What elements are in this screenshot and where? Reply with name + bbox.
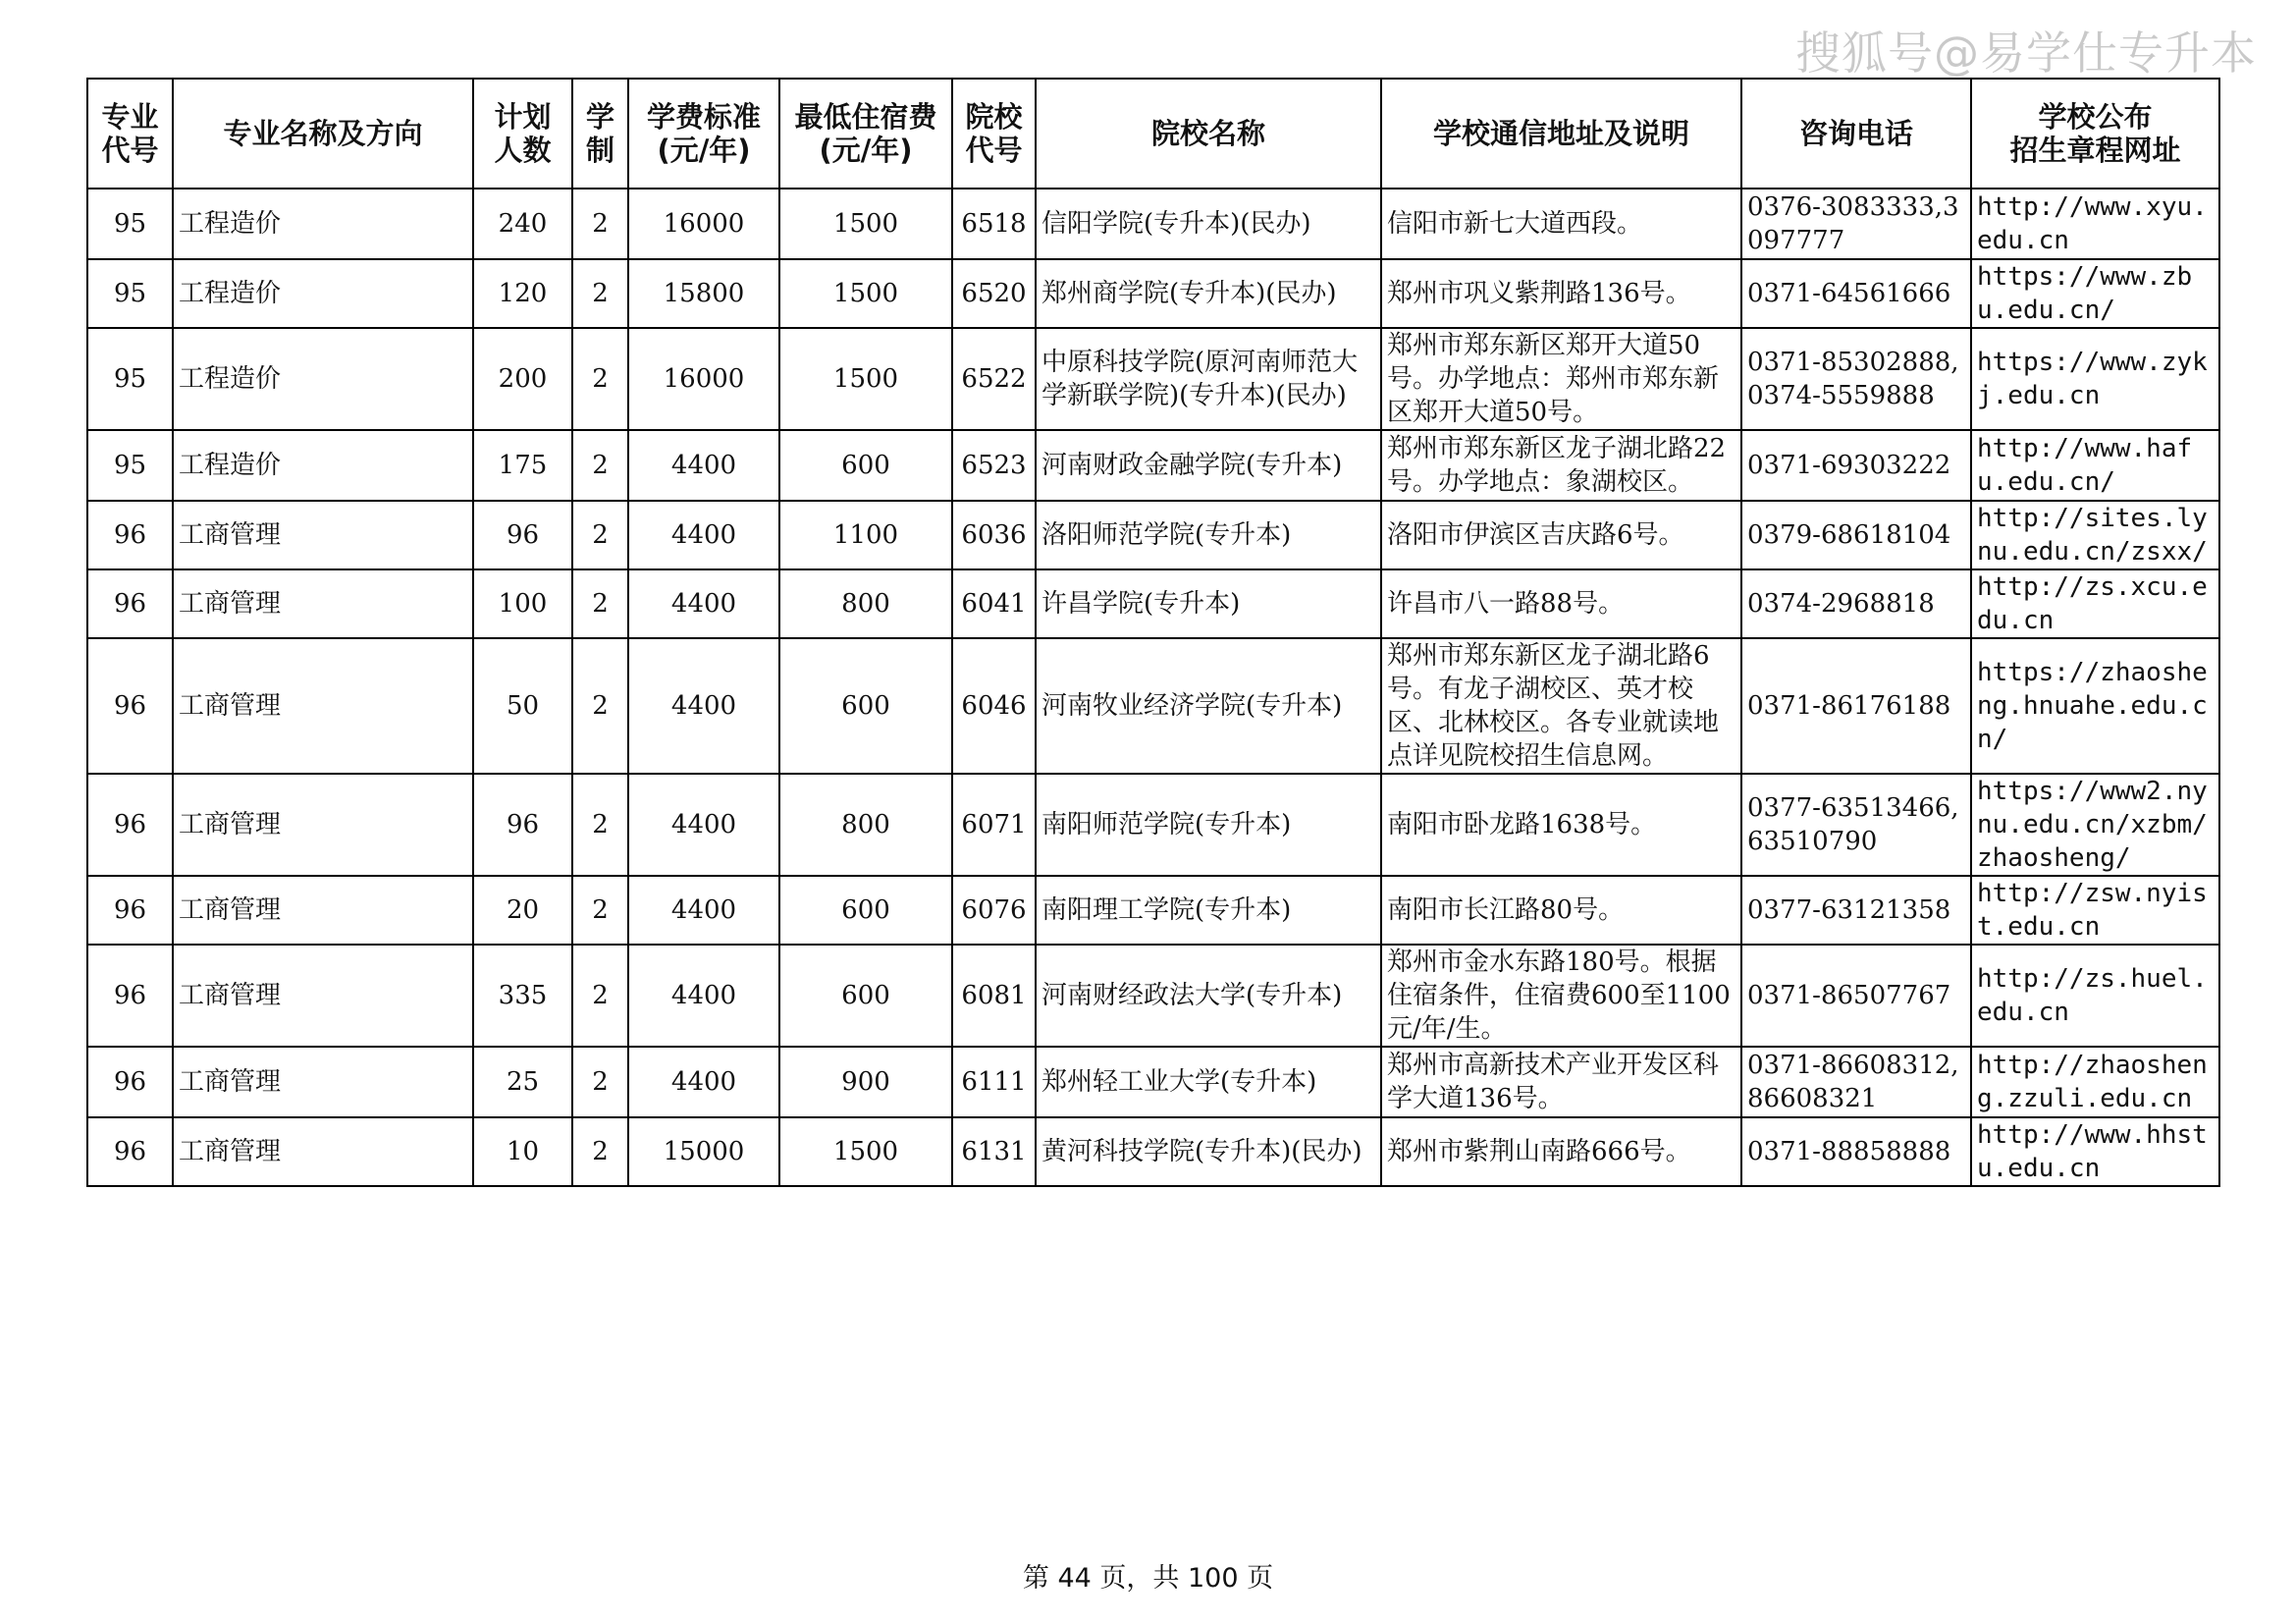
header-label: 计划 人数 (494, 100, 552, 167)
table-row (87, 1117, 2219, 1186)
dorm-fee-cell: 1500 (779, 259, 952, 328)
phone-cell: 0371-88858888 (1741, 1117, 1971, 1186)
tuition-cell: 16000 (628, 189, 779, 259)
years-cell: 2 (572, 259, 628, 328)
plan-count-cell: 50 (473, 638, 572, 774)
col-url-header (1971, 79, 2219, 189)
major-name-cell: 工商管理 (173, 1117, 473, 1186)
table-row (87, 945, 2219, 1047)
years-cell: 2 (572, 501, 628, 569)
tuition-cell: 4400 (628, 876, 779, 945)
plan-count-cell: 240 (473, 189, 572, 259)
url-cell[interactable]: https://zhaosheng.hnuahe.edu.cn/ (1971, 638, 2219, 774)
header-label: 院校 代号 (965, 100, 1023, 167)
school-name-cell: 中原科技学院(原河南师范大学新联学院)(专升本)(民办) (1036, 328, 1381, 430)
years-cell: 2 (572, 876, 628, 945)
years-cell: 2 (572, 328, 628, 430)
major-code-cell: 96 (87, 945, 173, 1047)
major-name-cell: 工程造价 (173, 189, 473, 259)
header-label: 专业 代号 (101, 100, 159, 167)
address-cell: 许昌市八一路88号。 (1381, 569, 1741, 638)
phone-cell: 0371-64561666 (1741, 259, 1971, 328)
url-cell[interactable]: http://www.hafu.edu.cn/ (1971, 430, 2219, 501)
years-cell: 2 (572, 1047, 628, 1117)
major-name-cell: 工商管理 (173, 774, 473, 876)
plan-count-cell: 200 (473, 328, 572, 430)
tuition-cell: 4400 (628, 501, 779, 569)
table-row (87, 501, 2219, 569)
major-name-cell: 工程造价 (173, 328, 473, 430)
dorm-fee-cell: 1500 (779, 189, 952, 259)
table-row (87, 189, 2219, 259)
url-cell[interactable]: https://www2.nynu.edu.cn/xzbm/zhaosheng/ (1971, 774, 2219, 876)
school-code-cell: 6522 (952, 328, 1036, 430)
school-name-cell: 许昌学院(专升本) (1036, 569, 1381, 638)
address-cell: 南阳市长江路80号。 (1381, 876, 1741, 945)
dorm-fee-cell: 800 (779, 569, 952, 638)
col-school-name-header (1036, 79, 1381, 189)
school-name-cell: 河南财经政法大学(专升本) (1036, 945, 1381, 1047)
dorm-fee-cell: 600 (779, 430, 952, 501)
url-cell[interactable]: http://zsw.nyist.edu.cn (1971, 876, 2219, 945)
school-name-cell: 郑州商学院(专升本)(民办) (1036, 259, 1381, 328)
phone-cell: 0377-63513466,63510790 (1741, 774, 1971, 876)
dorm-fee-cell: 800 (779, 774, 952, 876)
years-cell: 2 (572, 430, 628, 501)
dorm-fee-cell: 900 (779, 1047, 952, 1117)
header-label: 最低住宿费 (元/年) (794, 100, 937, 167)
watermark: 搜狐号@易学仕专升本 (1795, 27, 2257, 80)
address-cell: 郑州市郑东新区龙子湖北路22号。办学地点：象湖校区。 (1381, 430, 1741, 501)
years-cell: 2 (572, 189, 628, 259)
school-code-cell: 6071 (952, 774, 1036, 876)
school-name-cell: 南阳师范学院(专升本) (1036, 774, 1381, 876)
plan-count-cell: 10 (473, 1117, 572, 1186)
url-cell[interactable]: http://zs.huel.edu.cn (1971, 945, 2219, 1047)
school-code-cell: 6036 (952, 501, 1036, 569)
plan-count-cell: 96 (473, 501, 572, 569)
school-code-cell: 6518 (952, 189, 1036, 259)
table-row (87, 259, 2219, 328)
url-cell[interactable]: http://www.hhstu.edu.cn (1971, 1117, 2219, 1186)
table-row (87, 328, 2219, 430)
school-name-cell: 郑州轻工业大学(专升本) (1036, 1047, 1381, 1117)
plan-count-cell: 25 (473, 1047, 572, 1117)
phone-cell: 0371-86608312,86608321 (1741, 1047, 1971, 1117)
address-cell: 郑州市紫荆山南路666号。 (1381, 1117, 1741, 1186)
tuition-cell: 15800 (628, 259, 779, 328)
phone-cell: 0371-69303222 (1741, 430, 1971, 501)
major-code-cell: 96 (87, 774, 173, 876)
header-label: 专业名称及方向 (223, 117, 423, 150)
page-number-footer: 第 44 页，共 100 页 (1022, 1563, 1274, 1594)
school-name-cell: 南阳理工学院(专升本) (1036, 876, 1381, 945)
phone-cell: 0371-85302888,0374-5559888 (1741, 328, 1971, 430)
col-plan-count-header (473, 79, 572, 189)
tuition-cell: 4400 (628, 774, 779, 876)
phone-cell: 0374-2968818 (1741, 569, 1971, 638)
header-label: 咨询电话 (1798, 117, 1913, 150)
col-address-header (1381, 79, 1741, 189)
major-name-cell: 工商管理 (173, 1047, 473, 1117)
url-cell[interactable]: http://sites.lynu.edu.cn/zsxx/ (1971, 501, 2219, 569)
major-code-cell: 95 (87, 259, 173, 328)
major-code-cell: 95 (87, 430, 173, 501)
address-cell: 洛阳市伊滨区吉庆路6号。 (1381, 501, 1741, 569)
major-code-cell: 96 (87, 569, 173, 638)
col-phone-header (1741, 79, 1971, 189)
major-name-cell: 工商管理 (173, 876, 473, 945)
school-name-cell: 黄河科技学院(专升本)(民办) (1036, 1117, 1381, 1186)
col-years-header (572, 79, 628, 189)
header-label: 院校名称 (1150, 117, 1265, 150)
address-cell: 郑州市巩义紫荆路136号。 (1381, 259, 1741, 328)
school-name-cell: 河南牧业经济学院(专升本) (1036, 638, 1381, 774)
major-code-cell: 95 (87, 328, 173, 430)
url-cell[interactable]: https://www.zbu.edu.cn/ (1971, 259, 2219, 328)
col-school-code-header (952, 79, 1036, 189)
school-name-cell: 信阳学院(专升本)(民办) (1036, 189, 1381, 259)
dorm-fee-cell: 1500 (779, 1117, 952, 1186)
url-cell[interactable]: http://www.xyu.edu.cn (1971, 189, 2219, 259)
header-label: 学费标准 (元/年) (646, 100, 761, 167)
table-row (87, 569, 2219, 638)
table-body (87, 189, 2219, 1186)
dorm-fee-cell: 1500 (779, 328, 952, 430)
major-code-cell: 96 (87, 876, 173, 945)
major-name-cell: 工商管理 (173, 638, 473, 774)
address-cell: 郑州市金水东路180号。根据住宿条件，住宿费600至1100元/年/生。 (1381, 945, 1741, 1047)
dorm-fee-cell: 600 (779, 638, 952, 774)
address-cell: 郑州市高新技术产业开发区科学大道136号。 (1381, 1047, 1741, 1117)
school-name-cell: 洛阳师范学院(专升本) (1036, 501, 1381, 569)
phone-cell: 0371-86507767 (1741, 945, 1971, 1047)
table-row (87, 774, 2219, 876)
table-row (87, 1047, 2219, 1117)
phone-cell: 0377-63121358 (1741, 876, 1971, 945)
dorm-fee-cell: 600 (779, 945, 952, 1047)
table-row (87, 876, 2219, 945)
tuition-cell: 16000 (628, 328, 779, 430)
address-cell: 信阳市新七大道西段。 (1381, 189, 1741, 259)
plan-count-cell: 335 (473, 945, 572, 1047)
url-cell[interactable]: http://zhaosheng.zzuli.edu.cn (1971, 1047, 2219, 1117)
table-row (87, 430, 2219, 501)
plan-count-cell: 120 (473, 259, 572, 328)
major-code-cell: 95 (87, 189, 173, 259)
tuition-cell: 15000 (628, 1117, 779, 1186)
col-major-name-header (173, 79, 473, 189)
col-dorm-fee-header (779, 79, 952, 189)
tuition-cell: 4400 (628, 569, 779, 638)
school-code-cell: 6131 (952, 1117, 1036, 1186)
school-code-cell: 6523 (952, 430, 1036, 501)
plan-count-cell: 175 (473, 430, 572, 501)
plan-count-cell: 96 (473, 774, 572, 876)
tuition-cell: 4400 (628, 1047, 779, 1117)
tuition-cell: 4400 (628, 945, 779, 1047)
admission-plan-table (86, 78, 2220, 1187)
school-code-cell: 6520 (952, 259, 1036, 328)
school-code-cell: 6041 (952, 569, 1036, 638)
header-label: 学校公布 招生章程网址 (2009, 100, 2181, 167)
phone-cell: 0376-3083333,3097777 (1741, 189, 1971, 259)
phone-cell: 0379-68618104 (1741, 501, 1971, 569)
years-cell: 2 (572, 569, 628, 638)
dorm-fee-cell: 1100 (779, 501, 952, 569)
major-code-cell: 96 (87, 638, 173, 774)
address-cell: 郑州市郑东新区郑开大道50号。办学地点：郑州市郑东新区郑开大道50号。 (1381, 328, 1741, 430)
years-cell: 2 (572, 774, 628, 876)
url-cell[interactable]: http://zs.xcu.edu.cn (1971, 569, 2219, 638)
plan-count-cell: 100 (473, 569, 572, 638)
major-name-cell: 工程造价 (173, 259, 473, 328)
school-code-cell: 6111 (952, 1047, 1036, 1117)
col-tuition-header (628, 79, 779, 189)
school-name-cell: 河南财政金融学院(专升本) (1036, 430, 1381, 501)
dorm-fee-cell: 600 (779, 876, 952, 945)
major-name-cell: 工程造价 (173, 430, 473, 501)
school-code-cell: 6081 (952, 945, 1036, 1047)
major-name-cell: 工商管理 (173, 945, 473, 1047)
school-code-cell: 6076 (952, 876, 1036, 945)
tuition-cell: 4400 (628, 638, 779, 774)
table-header (87, 79, 2219, 189)
years-cell: 2 (572, 945, 628, 1047)
table-row (87, 638, 2219, 774)
header-row (87, 79, 2219, 189)
school-code-cell: 6046 (952, 638, 1036, 774)
tuition-cell: 4400 (628, 430, 779, 501)
years-cell: 2 (572, 1117, 628, 1186)
phone-cell: 0371-86176188 (1741, 638, 1971, 774)
header-label: 学 制 (585, 100, 614, 167)
header-label: 学校通信地址及说明 (1432, 117, 1689, 150)
major-code-cell: 96 (87, 1047, 173, 1117)
col-major-code-header (87, 79, 173, 189)
major-code-cell: 96 (87, 501, 173, 569)
major-name-cell: 工商管理 (173, 501, 473, 569)
major-name-cell: 工商管理 (173, 569, 473, 638)
address-cell: 郑州市郑东新区龙子湖北路6号。有龙子湖校区、英才校区、北林校区。各专业就读地点详见院校招生信息网。 (1381, 638, 1741, 774)
major-code-cell: 96 (87, 1117, 173, 1186)
address-cell: 南阳市卧龙路1638号。 (1381, 774, 1741, 876)
years-cell: 2 (572, 638, 628, 774)
url-cell[interactable]: https://www.zykj.edu.cn (1971, 328, 2219, 430)
plan-count-cell: 20 (473, 876, 572, 945)
